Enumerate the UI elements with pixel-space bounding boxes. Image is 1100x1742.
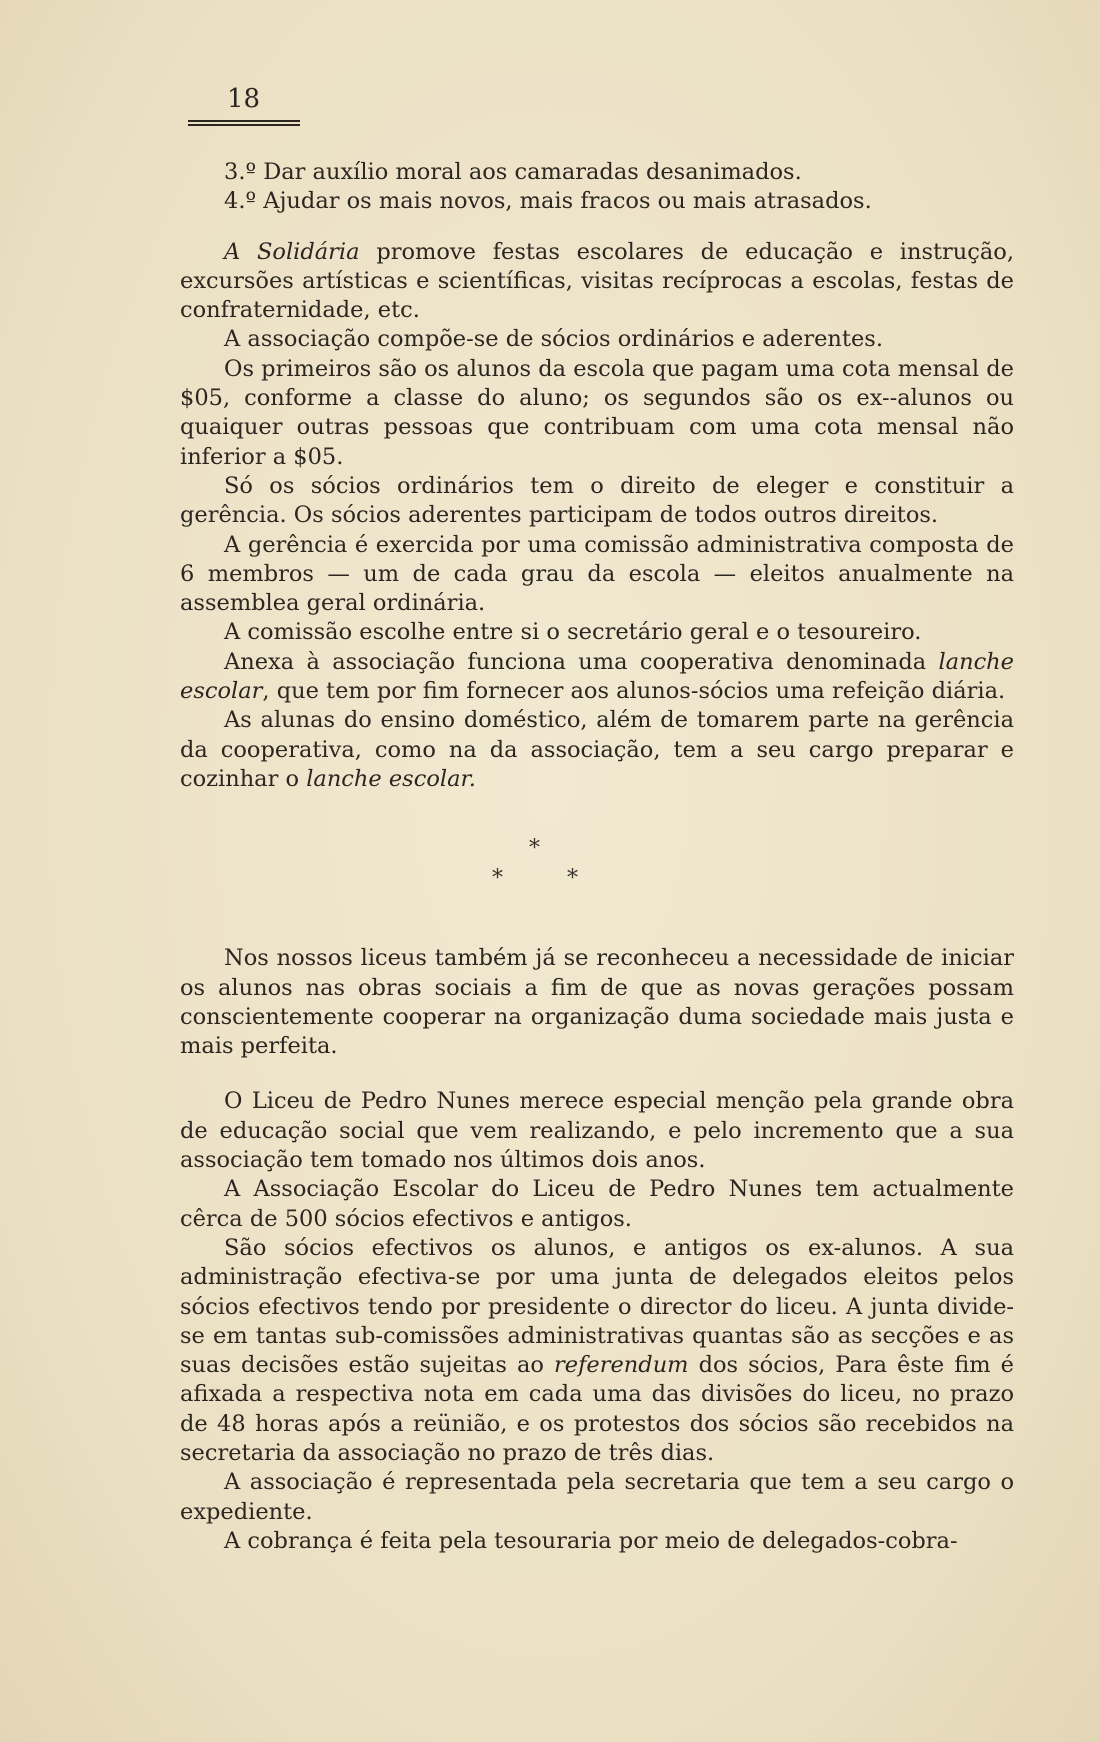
asterisk-top: * xyxy=(529,836,540,862)
italic-lanche-escolar: lanche escolar xyxy=(180,648,1014,705)
text-run: dos sócios, Para êste fim é afixada a respectiva nota em cada uma das divisões do liceu, no prazo de 48 horas após a reünião, e os protestos dos sócios são recebidos na secretaria da associação no prazo de três dias. xyxy=(180,1352,1014,1466)
paragraph-cobranca: A cobrança é feita pela tesouraria por meio de delegados-cobra- xyxy=(224,1527,958,1554)
paragraph-secretaria: A associação é representada pela secretaria que tem a seu cargo o expediente. xyxy=(180,1469,1014,1525)
page-number: 18 xyxy=(227,84,261,114)
paragraph-rights: Só os sócios ordinários tem o direito de eleger e constituir a gerência. Os sócios aderentes participam de todos outros direitos. xyxy=(180,472,1014,529)
text-run: São sócios efectivos os alunos, e antigos os ex-alunos. A sua administração efectiva-se por uma junta de delegados eleitos pelos sócios efectivos tendo por presidente o director do liceu. A junta divide-se em tantas sub-comissões administrativas quantas são as secções e as suas decisões estão sujeitas ao xyxy=(180,1234,1014,1379)
paragraph-solidaria xyxy=(180,238,1014,326)
list-item-3: 3.º Dar auxílio moral aos camaradas desanimados. xyxy=(224,159,802,185)
italic-referendum: referendum xyxy=(554,1352,689,1379)
asterism-separator xyxy=(180,794,1014,944)
paragraph-cooperative xyxy=(180,648,1014,707)
paragraph-management: A gerência é exercida por uma comissão administrativa composta de 6 membros — um de cada grau da escola — eleitos anualmente na assemblea geral ordinária. xyxy=(180,531,1014,617)
paragraph-domestic xyxy=(180,706,1014,794)
paragraph-dues: Os primeiros são os alunos da escola que pagam uma cota mensal de $05, conforme a classe do aluno; os segundos são os ex--alunos ou quaiquer outras pessoas que contribuam com uma cota mensal não inferior a $05. xyxy=(180,355,1014,470)
italic-solidaria: A Solidária xyxy=(224,238,360,265)
header-rule xyxy=(188,120,300,126)
paragraph-associacao-escolar: A Associação Escolar do Liceu de Pedro Nunes tem actualmente cêrca de 500 sócios efectivos e antigos. xyxy=(180,1176,1014,1232)
italic-lanche-escolar-2: lanche escolar. xyxy=(306,765,476,792)
body-text xyxy=(180,158,1014,1556)
paragraph-membership: A associação compõe-se de sócios ordinários e aderentes. xyxy=(224,326,883,353)
paragraph-pedro-nunes: O Liceu de Pedro Nunes merece especial menção pela grande obra de educação social que vem realizando, e pelo incremento que a sua associação tem tomado nos últimos dois anos. xyxy=(180,1088,1014,1174)
text-run: As alunas do ensino doméstico, além de tomarem parte na gerência da cooperativa, como na da associação, tem a seu cargo preparar e cozinhar o xyxy=(180,707,1014,792)
spacer xyxy=(180,1061,1014,1087)
text-run: Anexa à associação funciona uma cooperativa denominada xyxy=(224,648,939,675)
text-run: , que tem por fim fornecer aos alunos-sócios uma refeição diária. xyxy=(262,678,1006,705)
paragraph-solidaria-rest: promove festas escolares de educação e instrução, excursões artísticas e scientíficas, visitas recíprocas a escolas, festas de confraternidade, etc. xyxy=(180,238,1015,324)
asterisk-right: * xyxy=(567,866,578,892)
asterisk-left: * xyxy=(492,866,503,892)
spacer xyxy=(180,217,1014,238)
list-item-4: 4.º Ajudar os mais novos, mais fracos ou mais atrasados. xyxy=(224,188,872,215)
paragraph-administration xyxy=(180,1234,1014,1468)
paragraph-secretary: A comissão escolhe entre si o secretário geral e o tesoureiro. xyxy=(224,619,922,646)
paragraph-liceus: Nos nossos liceus também já se reconheceu a necessidade de iniciar os alunos nas obras sociais a fim de que as novas gerações possam conscientemente cooperar na organização duma sociedade mais justa e mais perfeita. xyxy=(180,945,1014,1060)
